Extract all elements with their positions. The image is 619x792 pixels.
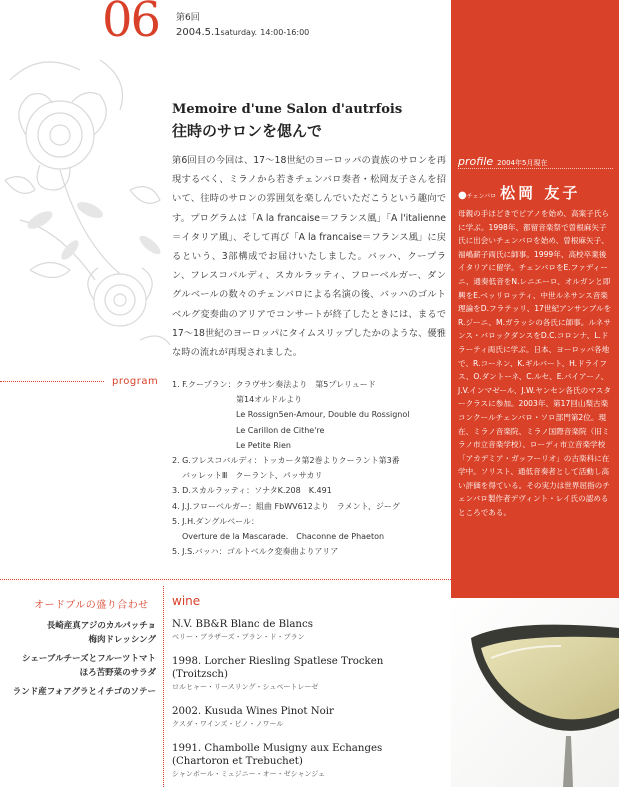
intro-paragraph: 第6回目の今回は、17〜18世紀のヨーロッパの貴族のサロンを再現するべく、ミラノから若きチェンバロ奏者・松岡友子さんを招いて、往時のサロンの雰囲気を楽しんでいただこうという趣向です。プログラムは「A la francaise＝フランス風」「A l'italienne＝イタリア風」、そして再び「A la francaise＝フランス風」に戻るという、3部構成でお届けいたしました。バッハ、クープラン、フレスコバルディ、スカルラッティ、フローベルガー、ダングルベールの数々のチェンバロによる名演の後、バッハのゴルトベルグ変奏曲のアリアでコンサートが終了したときには、まるで17〜18世紀のヨーロッパにタイムスリップしたかのような、優雅な時の流れが再現されました。 — [172, 155, 446, 359]
program-item: 1. F.クープラン：クラヴサン奏法より 第5プレリュード — [172, 380, 376, 389]
profile-title: profile — [458, 155, 494, 168]
wine-list — [172, 618, 442, 792]
program-item: Le Rossign5en-Amour, Double du Rossignol — [236, 410, 410, 420]
wine-glass-photo — [451, 598, 619, 787]
food-label: オードブルの盛り合わせ — [34, 600, 149, 611]
food-item: 長崎産真アジのカルパッチョ — [46, 621, 156, 631]
wine-label: wine — [172, 594, 201, 608]
performer-name-text: 松岡 友子 — [500, 184, 581, 202]
wine-kana: シャンボール・ミュジニー・オー・ゼシャンジェ — [172, 770, 326, 778]
program-item: 4. J.J.フローベルガー：組曲 FbWV612より ラメント、ジーグ — [172, 501, 400, 511]
program-item: バッレットⅢ クーラント、パッサカリ — [182, 471, 323, 481]
program-item: 5. J.S.バッハ：ゴルトベルク変奏曲よりアリア — [172, 547, 339, 557]
program-item: 第14オルドルより — [236, 395, 303, 405]
food-item: シェーブルチーズとフルーツトマト — [22, 654, 156, 664]
event-title-japanese: 往時のサロンを偲んで — [172, 122, 323, 140]
performer-biography: 母親の手ほどきでピアノを始め、高案子氏らに学ぶ。1998年、都留音楽祭で曽根麻矢子氏に出会いチェンバロを始め、曽根麻矢子、福嶋薪子両氏に師事。1999年、高校卒業後イタリアに留学。チェンバロをE.ファディーニ、通奏低音をN.レニエーロ、オルガンと即興をE.ベッリロッティ、中世ルネサンス音楽理論をD.フラテッリ、17世紀アンサンブルをR.ジーニ、M.ガラッシの各氏に師事。ルネサンス・バロックダンスをD.C.コロンナ、L.ドラーティ両氏に学ぶ。日本、ヨーロッパ各地で、R.コーネン、K.ギルバート、H.ドライフス、O.ダントーネ、C.ルセ、E.バイアーノ、J.V.インマゼール、J.W.ヤンセン各氏のマスタークラスに参加。2003年、第17回山梨古楽コンクールチェンバロ・ソロ部門第2位。現在、ミラノ音楽院、ミラノ国際音楽院（旧ミラノ市立音楽学校）、ローディ市立音楽学校「アカデミア・ガッフーリオ」の古楽科に在学中。ソリスト、通低音奏者として活動し高い評価を得ている。その実力は世界屈指のチェンバロ製作者デヴィント・レイ氏の認めるところである。 — [458, 209, 612, 518]
profile-heading — [458, 150, 547, 169]
profile-date-note: 2004年5月現在 — [497, 159, 548, 167]
wine-kana: ベリー・ブラザーズ・ブラン・ド・ブラン — [172, 633, 305, 641]
event-date — [176, 27, 309, 38]
menu-divider — [0, 579, 451, 580]
program-item: Le Petite Rien — [236, 440, 291, 450]
event-time: 14:00-16:00 — [260, 28, 310, 37]
program-item: Le Carillon de Cithe're — [236, 425, 325, 435]
food-item: ランド産フォアグラとイチゴのソテー — [12, 687, 156, 697]
issue-number: 06 — [102, 0, 160, 48]
program-item: Overture de la Mascarade. Chaconne de Phaeton — [182, 532, 385, 542]
food-list — [13, 619, 156, 699]
profile-divider — [458, 168, 613, 169]
wine-name: 1998. Lorcher Riesling Spatlese Trocken (Troitzsch) — [172, 656, 384, 680]
floral-ornament-icon — [0, 40, 175, 370]
program-divider — [0, 381, 104, 382]
performer-name — [458, 182, 580, 203]
bullet-icon: ● — [458, 190, 467, 201]
wine-name: N.V. BB&R Blanc de Blancs — [172, 619, 313, 630]
wine-name: 2002. Kusuda Wines Pinot Noir — [172, 706, 334, 717]
food-item: ほろ苦野菜のサラダ — [79, 668, 156, 678]
program-item: 2. G.フレスコバルディ：トッカータ第2巻よりクーラント第3番 — [172, 456, 400, 466]
food-item: 梅肉ドレッシング — [88, 635, 156, 645]
program-item: 5. J.H.ダングルベール： — [172, 516, 260, 526]
wine-kana: クスダ・ワインズ・ピノ・ノワール — [172, 720, 284, 728]
program-list — [172, 377, 409, 559]
wine-name-line2: (Chartoron et Trebuchet) — [172, 756, 303, 767]
menu-column-divider — [163, 586, 164, 787]
wine-name: 1991. Chambolle Musigny aux Echanges — [172, 743, 383, 754]
event-date-value: 2004.5.1 — [176, 27, 221, 38]
performer-role: チェンバロ — [466, 193, 497, 200]
issue-label: 第6回 — [176, 13, 200, 23]
program-label: program — [112, 376, 159, 387]
event-title-french: Memoire d'une Salon d'autrfois — [172, 102, 403, 117]
wine-kana: ロルヒャー・リースリング・シュペートレーゼ — [172, 683, 319, 691]
event-day: saturday. — [220, 28, 258, 37]
program-item: 3. D.スカルラッティ：ソナタK.208 K.491 — [172, 486, 332, 496]
